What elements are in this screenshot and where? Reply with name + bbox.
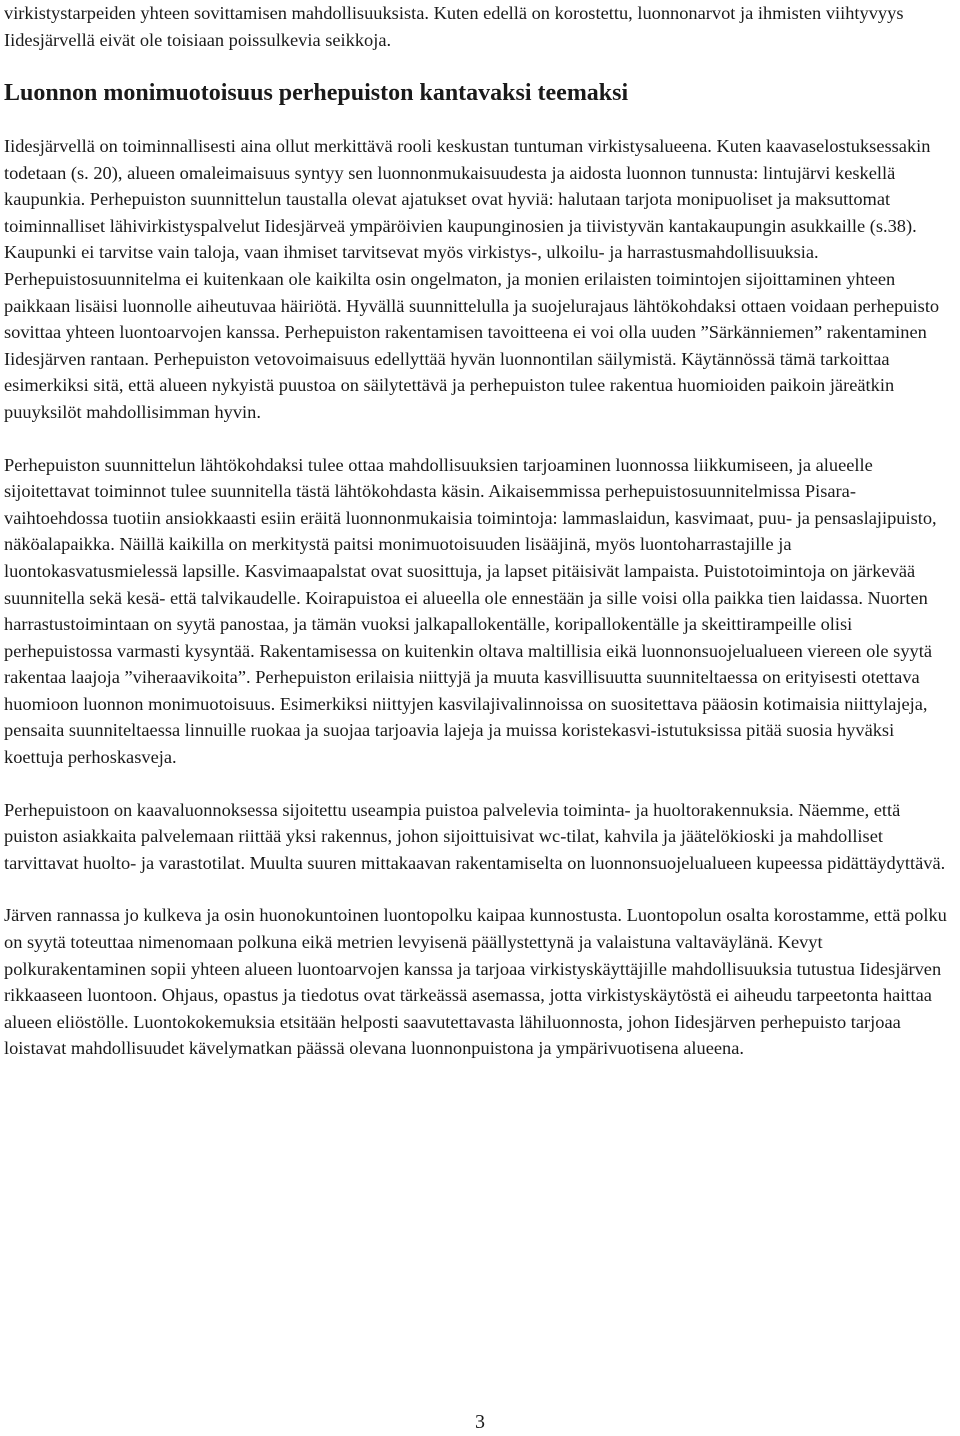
page-number: 3 — [475, 1411, 485, 1433]
body-paragraph-4: Järven rannassa jo kulkeva ja osin huonokuntoinen luontopolku kaipaa kunnostusta. Luontopolun osalta korostamme, että polku on syytä toteuttaa nimenomaan polkuna eikä metrien levyisenä päällystettynä ja valaistuna valtaväylänä. Kevyt polkurakentaminen sopii yhteen alueen luontoarvojen kanssa ja tarjoaa virkistyskäyttäjille mahdollisuuksia tutustua Iidesjärven rikkaaseen luontoon. Ohjaus, opastus ja tiedotus ovat tärkeässä asemassa, jotta virkistyskäytöstä ei aiheudu tarpeetonta haittaa alueen eliöstölle. Luontokokemuksia etsitään helposti saavutettavasta lähiluonnosta, johon Iidesjärven perhepuisto tarjoaa loistavat mahdollisuudet kävelymatkan päässä olevana luonnonpuistona ja ympärivuotisena alueena. — [4, 905, 947, 1059]
body-paragraph-2: Perhepuiston suunnittelun lähtökohdaksi tulee ottaa mahdollisuuksien tarjoaminen luonnossa liikkumiseen, ja alueelle sijoitettavat toiminnot tulee suunnitella tästä lähtökohdasta käsin. Aikaisemmissa perhepuistosuunnitelmissa Pisara-vaihtoehdossa tuotiin ansiokkaasti esiin eräitä luonnonmukaisia toimintoja: lammaslaidun, kasvimaat, puu- ja pensaslajipuisto, näköalapaikka. Näillä kaikilla on merkitystä paitsi monimuotoisuuden lisääjinä, myös luontoharrastajille ja luontokasvatusmielessä lapsille. Kasvimaapalstat ovat suosittuja, ja lapset pitäisivät lampaista. Puistotoimintoja on järkevää suunnitella sekä kesä- että talvikaudelle. Koirapuistoa ei alueella ole ennestään ja sille voisi olla paikka tien laidassa. Nuorten harrastustoimintaan on syytä panostaa, ja tämän vuoksi jalkapallokentälle, koripallokentälle ja skeittirampeille olisi perhepuistossa varmasti kysyntää. Rakentamisessa on kuitenkin oltava maltillisia eikä luonnonsuojelualueen viereen ole syytä rakentaa laajoja ”viheraavikoita”. Perhepuiston erilaisia niittyjä ja muuta kasvillisuutta suunniteltaessa on erityisesti otettava huomioon luonnon monimuotoisuus. Esimerkiksi niittyjen kasvilajivalinnoissa on suositettava pääosin kotimaisia niittylajeja, pensaita suunniteltaessa linnuille ruokaa ja suojaa tarjoavia lajeja ja muissa koristekasvi-istutuksissa pitää suosia hyväksi koettuja perhoskasveja. — [4, 454, 937, 768]
body-paragraph-3: Perhepuistoon on kaavaluonnoksessa sijoitettu useampia puistoa palvelevia toiminta- ja huoltorakennuksia. Näemme, että puiston asiakkaita palvelemaan riittää yksi rakennus, johon sijoittuisivat wc-tilat, kahvila ja jäätelökioski ja mahdolliset tarvittavat huolto- ja varastotilat. Muulta suuren mittakaavan rakentamiselta on luonnonsuojelualueen kupeessa pidättäydyttävä. — [4, 799, 946, 873]
document-page — [4, 0, 956, 1062]
intro-paragraph: virkistystarpeiden yhteen sovittamisen mahdollisuuksista. Kuten edellä on korostettu, luonnonarvot ja ihmisten viihtyvyys Iidesjärvellä eivät ole toisiaan poissulkevia seikkoja. — [4, 3, 904, 50]
body-paragraph-1: Iidesjärvellä on toiminnallisesti aina ollut merkittävä rooli keskustan tuntuman virkistysalueena. Kuten kaavaselostuksessakin todetaan (s. 20), alueen omaleimaisuus syntyy sen luonnonmukaisuudesta ja aidosta luonnon tunnusta: lintujärvi keskellä kaupunkia. Perhepuiston suunnittelun taustalla olevat ajatukset ovat hyviä: halutaan tarjota monipuoliset ja maksuttomat toiminnalliset lähivirkistyspalvelut Iidesjärveä ympäröivien kaupunginosien ja tiivistyvän kantakaupungin asukkaille (s.38). Kaupunki ei tarvitse vain taloja, vaan ihmiset tarvitsevat myös virkistys-, ulkoilu- ja harrastusmahdollisuuksia. Perhepuistosuunnitelma ei kuitenkaan ole kaikilta osin ongelmaton, ja monien erilaisten toimintojen sijoittaminen yhteen paikkaan lisäisi luonnolle aiheutuvaa häiriötä. Hyvällä suunnittelulla ja suojelurajaus lähtökohdaksi ottaen voidaan perhepuisto sovittaa yhteen luontoarvojen kanssa. Perhepuiston rakentamisen tavoitteena ei voi olla uuden ”Särkänniemen” rakentaminen Iidesjärven rantaan. Perhepuiston vetovoimaisuus edellyttää hyvän luonnontilan säilymistä. Käytännössä tämä tarkoittaa esimerkiksi sitä, että alueen nykyistä puustoa on säilytettävä ja perhepuiston tulee rakentua huomioiden paikoin järeätkin puuyksilöt mahdollisimman hyvin. — [4, 136, 940, 422]
section-heading: Luonnon monimuotoisuus perhepuiston kantavaksi teemaksi — [4, 80, 629, 106]
